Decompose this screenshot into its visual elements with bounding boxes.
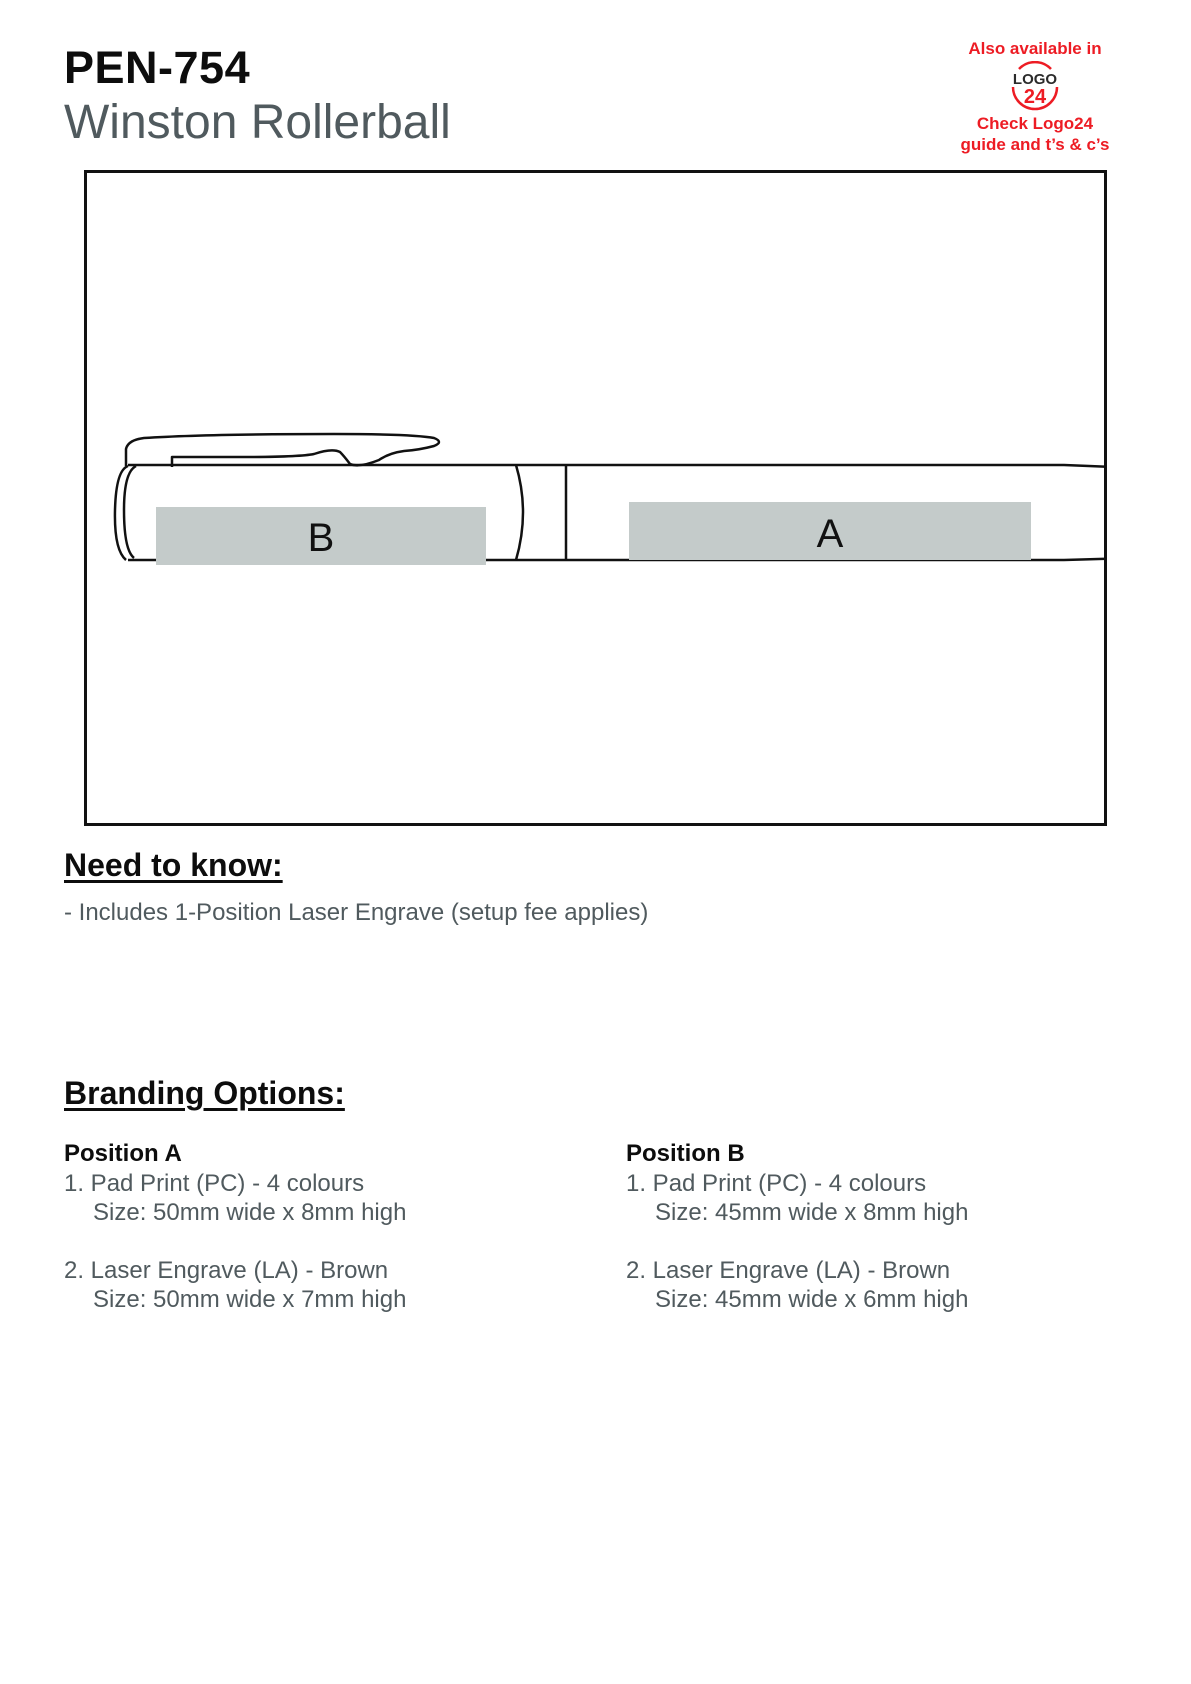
position-b-option-1-method: 1. Pad Print (PC) - 4 colours	[626, 1170, 927, 1197]
logo24-guide-text-2: guide and t’s & c’s	[960, 135, 1110, 154]
position-b-option-1-size: Size: 45mm wide x 8mm high	[655, 1199, 969, 1226]
position-b-option-2-method: 2. Laser Engrave (LA) - Brown	[626, 1257, 951, 1284]
position-a-option-1-method: 1. Pad Print (PC) - 4 colours	[64, 1170, 365, 1197]
logo24-notice	[945, 38, 1125, 155]
position-a-option-2-method: 2. Laser Engrave (LA) - Brown	[64, 1257, 389, 1284]
logo24-availability-text: Also available in	[968, 39, 1102, 58]
need-to-know-item: - Includes 1-Position Laser Engrave (setup fee applies)	[64, 899, 649, 926]
position-b-option-2-size: Size: 45mm wide x 6mm high	[655, 1286, 969, 1313]
pen-cap-rim	[516, 465, 523, 560]
position-b-title: Position B	[626, 1140, 745, 1167]
position-b-label: B	[307, 516, 335, 560]
position-a-title: Position A	[64, 1140, 182, 1167]
logo24-logo-top: LOGO	[1012, 71, 1058, 88]
logo24-logo-bottom: 24	[1023, 86, 1047, 108]
position-a-options	[64, 1139, 406, 1314]
position-a-option-1-size: Size: 50mm wide x 8mm high	[93, 1199, 407, 1226]
product-name: Winston Rollerball	[64, 96, 451, 149]
pen-clip	[126, 434, 439, 467]
need-to-know-heading: Need to know:	[64, 847, 283, 883]
branding-options-heading: Branding Options:	[64, 1075, 345, 1111]
position-b-options	[626, 1139, 968, 1314]
logo24-guide-text-1: Check Logo24	[976, 114, 1094, 133]
pen-illustration	[84, 170, 1107, 826]
pen-barrel-top	[128, 465, 1107, 472]
logo24-logo-icon	[1005, 61, 1065, 113]
position-a-option-2-size: Size: 50mm wide x 7mm high	[93, 1286, 407, 1313]
product-code: PEN-754	[64, 42, 251, 93]
position-a-label: A	[816, 512, 844, 556]
